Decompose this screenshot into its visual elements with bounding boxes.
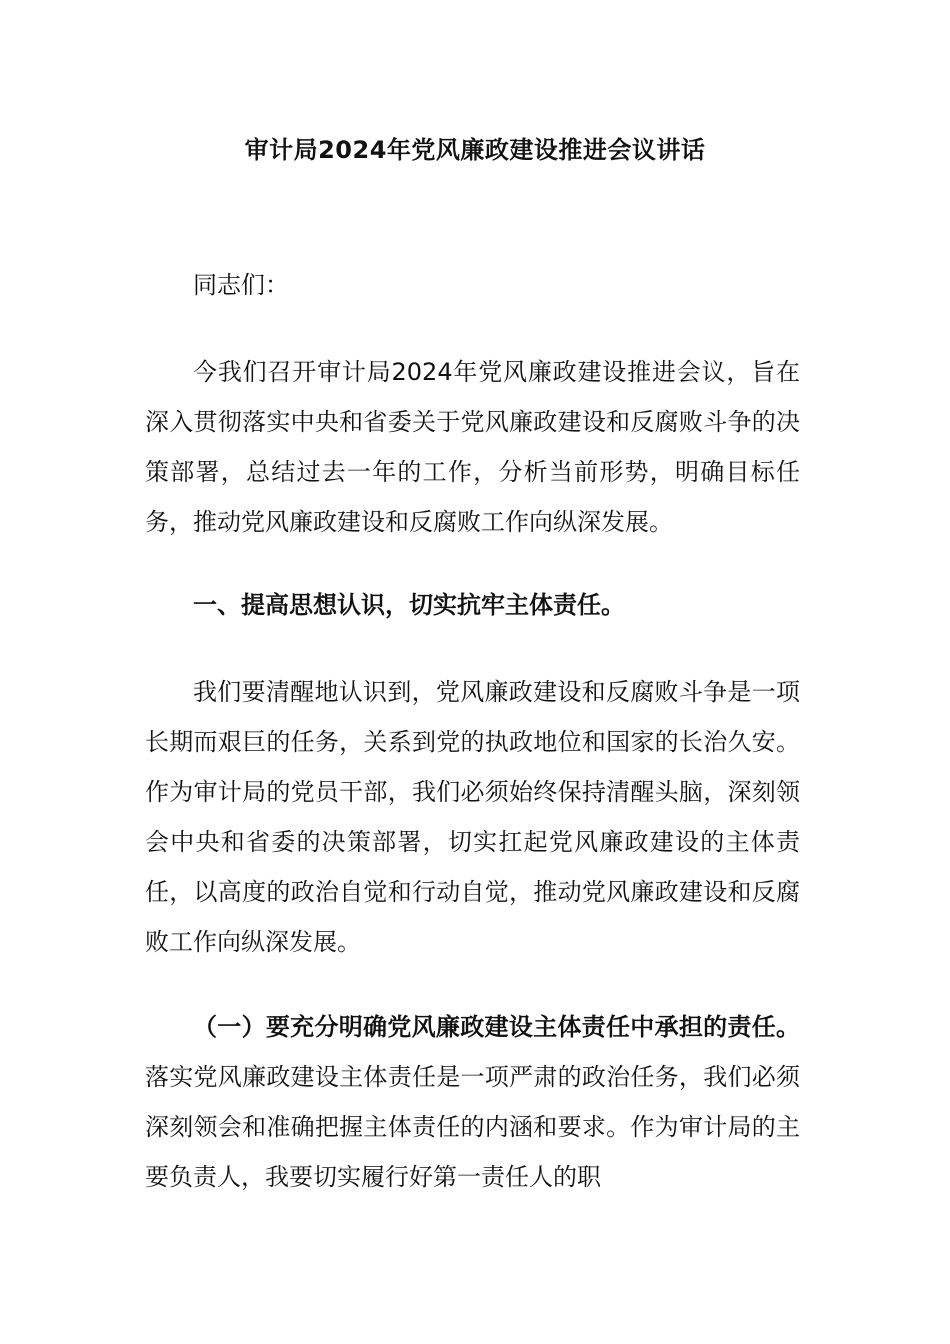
section-heading-1: 一、提高思想认识，切实抗牢主体责任。 bbox=[193, 591, 625, 619]
greeting: 同志们： bbox=[193, 271, 289, 299]
paragraph-subsection-1 bbox=[145, 1002, 800, 1202]
subsection-heading-1: （一）要充分明确党风廉政建设主体责任中承担的责任。 bbox=[193, 1013, 800, 1041]
paragraph-intro: 今我们召开审计局2024年党风廉政建设推进会议，旨在深入贯彻落实中央和省委关于党风廉政建设和反腐败斗争的决策部署，总结过去一年的工作，分析当前形势，明确目标任务，推动党风廉政建设和反腐败工作向纵深发展。 bbox=[145, 358, 800, 536]
paragraph-section-1: 我们要清醒地认识到，党风廉政建设和反腐败斗争是一项长期而艰巨的任务，关系到党的执政地位和国家的长治久安。作为审计局的党员干部，我们必须始终保持清醒头脑，深刻领会中央和省委的决策部署，切实扛起党风廉政建设的主体责任，以高度的政治自觉和行动自觉，推动党风廉政建设和反腐败工作向纵深发展。 bbox=[145, 678, 800, 956]
subsection-body-1: 落实党风廉政建设主体责任是一项严肃的政治任务，我们必须深刻领会和准确把握主体责任的内涵和要求。作为审计局的主要负责人，我要切实履行好第一责任人的职 bbox=[145, 1063, 800, 1191]
document-title: 审计局2024年党风廉政建设推进会议讲话 bbox=[244, 136, 706, 164]
